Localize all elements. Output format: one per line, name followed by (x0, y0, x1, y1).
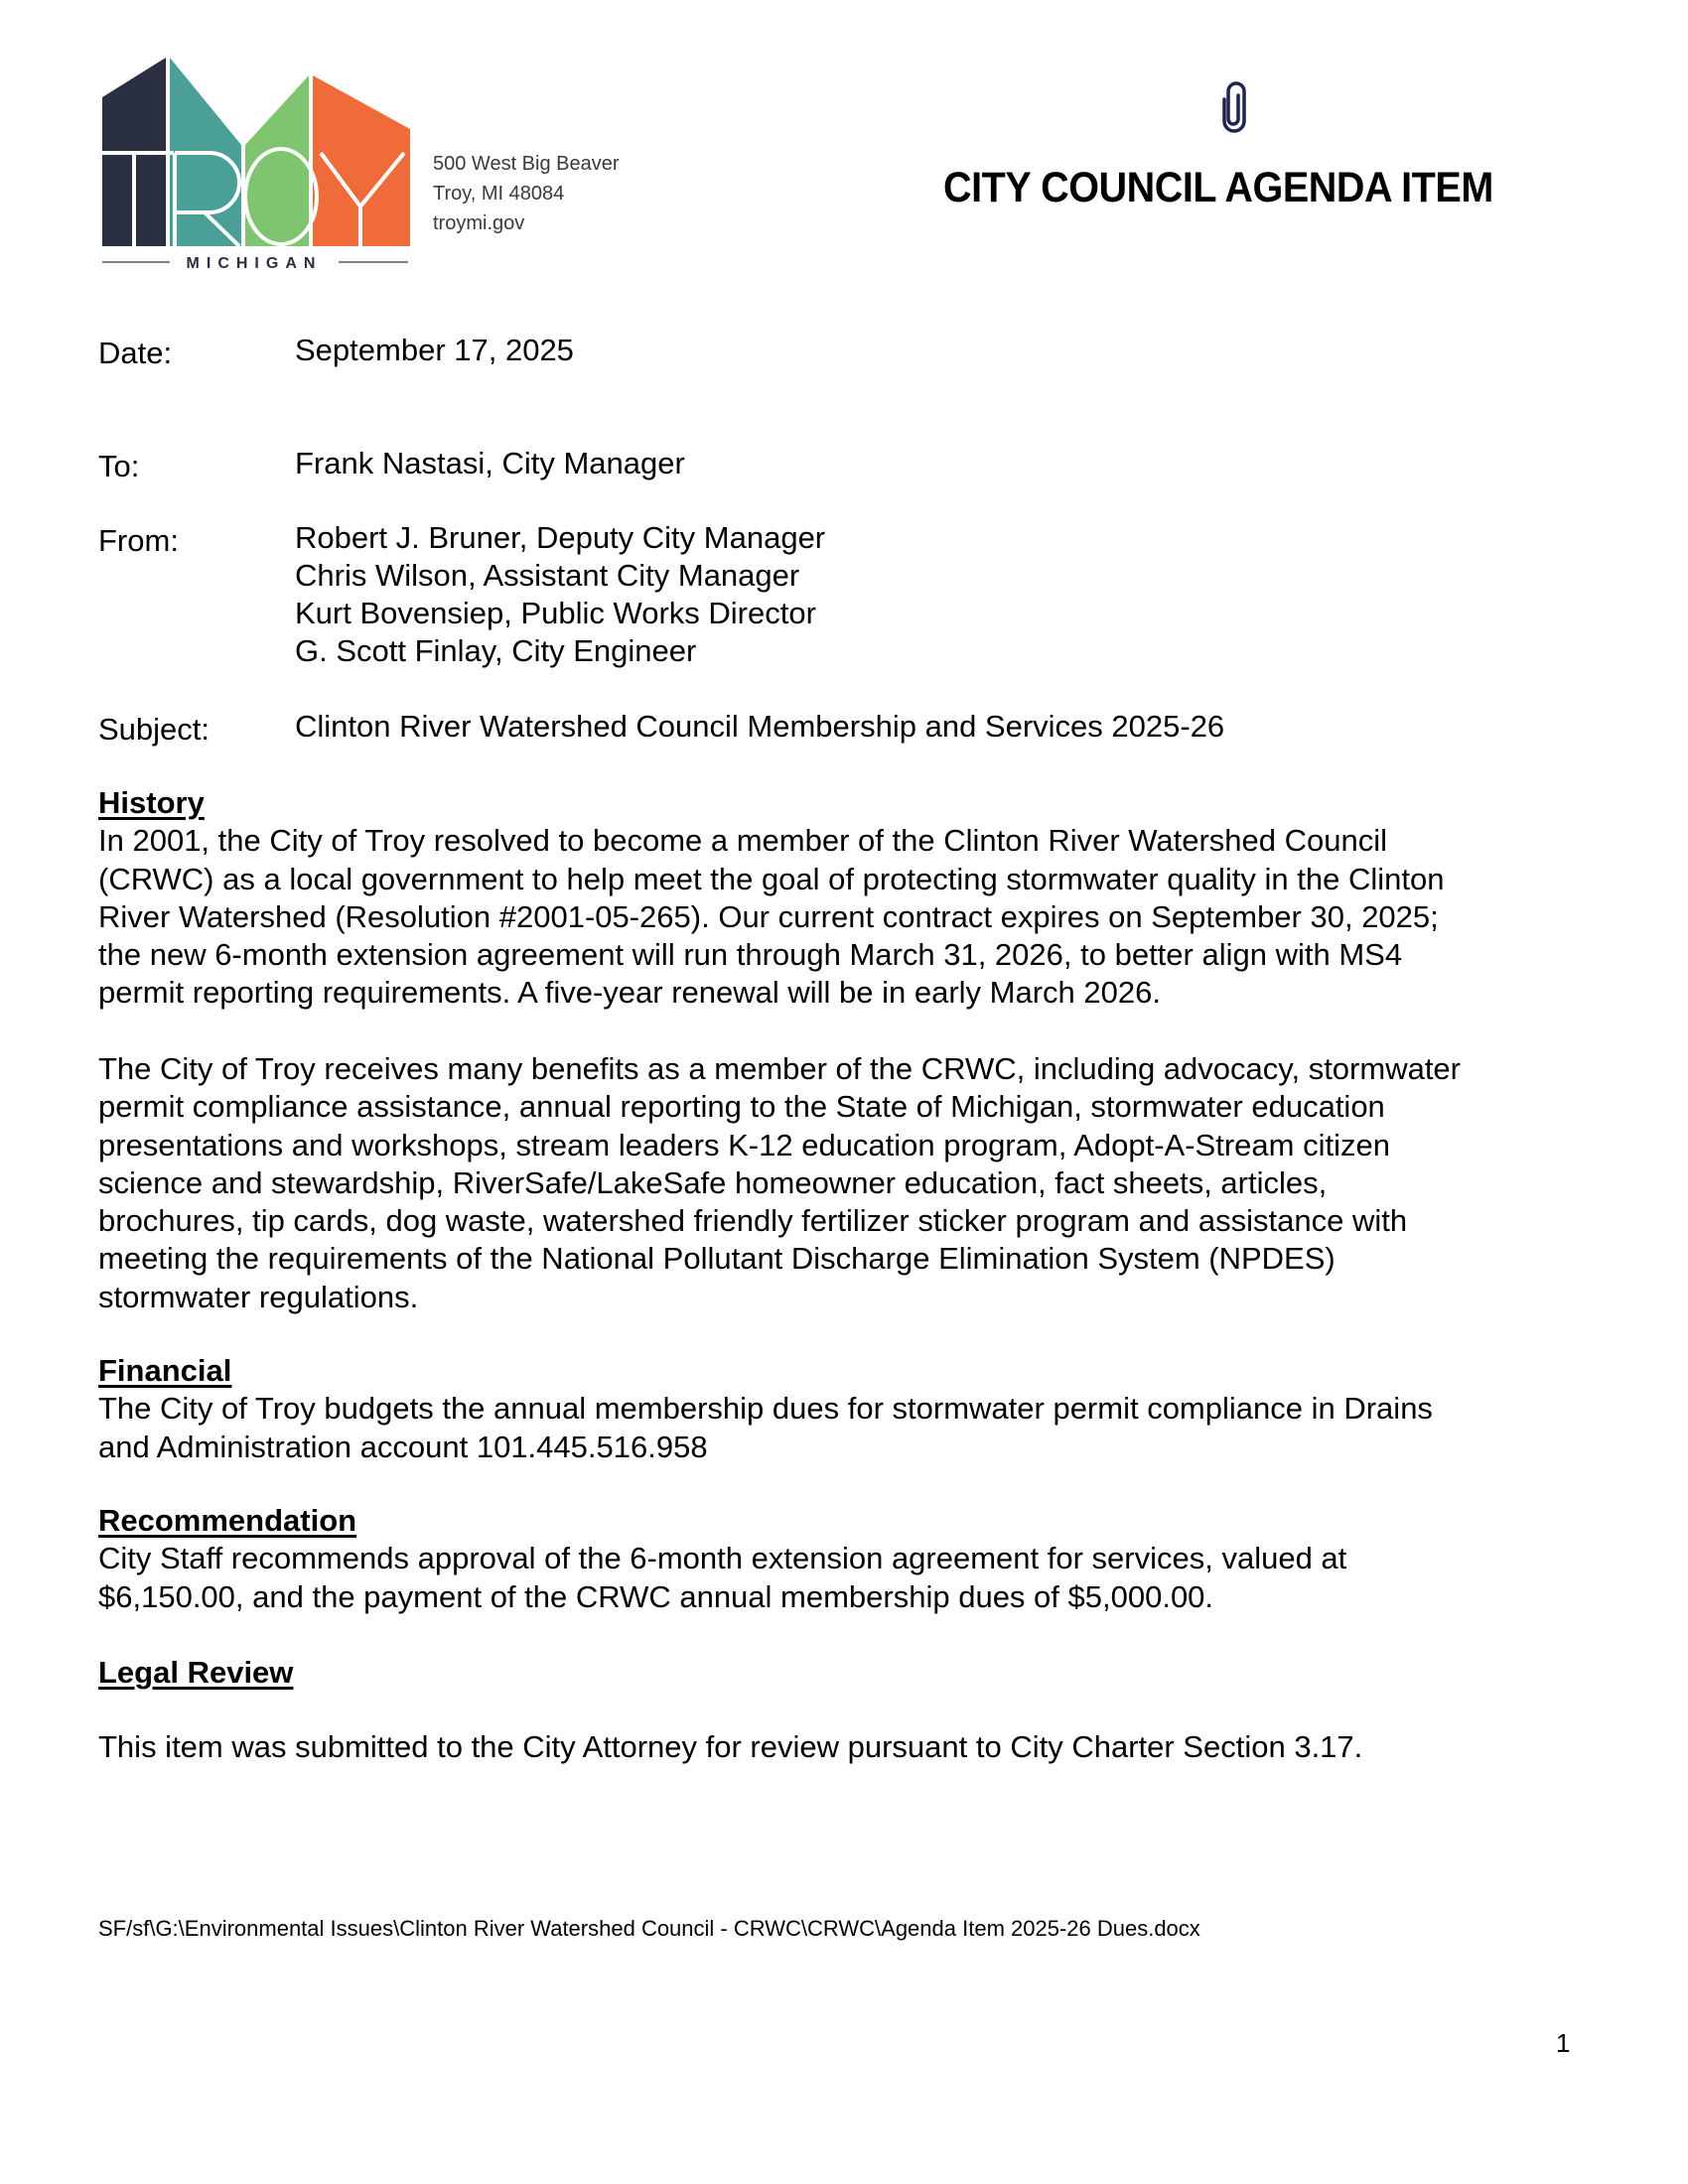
text-line: The City of Troy budgets the annual membership dues for stormwater permit compliance in Drains (98, 1391, 1433, 1427)
text-line: City Staff recommends approval of the 6-month extension agreement for services, valued at (98, 1541, 1347, 1576)
troy-michigan-logo (100, 58, 410, 271)
text-line: permit compliance assistance, annual reporting to the State of Michigan, stormwater education (98, 1089, 1385, 1125)
from-person: G. Scott Finlay, City Engineer (295, 633, 697, 668)
text-line: the new 6-month extension agreement will run through March 31, 2026, to better align with MS4 (98, 937, 1403, 973)
text-line: River Watershed (Resolution #2001-05-265). Our current contract expires on September 30, 2025; (98, 898, 1439, 934)
from-person: Kurt Bovensiep, Public Works Director (295, 596, 816, 630)
text-line: science and stewardship, RiverSafe/LakeSafe homeowner education, fact sheets, articles, (98, 1164, 1328, 1200)
financial-section (98, 1352, 1588, 1466)
text-line: meeting the requirements of the National Pollutant Discharge Elimination System (NPDES) (98, 1241, 1336, 1277)
address-street: 500 West Big Beaver (433, 153, 620, 175)
text-line: and Administration account 101.445.516.958 (98, 1429, 708, 1464)
legal-review-text (98, 1728, 1588, 1766)
date-label: Date: (98, 336, 173, 370)
text-line: The City of Troy receives many benefits as a member of the CRWC, including advocacy, stormwater (98, 1051, 1461, 1086)
legal-review-heading: Legal Review (98, 1655, 294, 1690)
date-value: September 17, 2025 (295, 333, 574, 367)
to-label: To: (98, 449, 140, 483)
page-number: 1 (1556, 2028, 1571, 2058)
recommendation-heading: Recommendation (98, 1503, 357, 1538)
history-paragraph-2 (98, 1050, 1588, 1316)
recommendation-section (98, 1502, 1588, 1616)
logo-tagline: MICHIGAN (186, 255, 323, 271)
file-path: SF/sf\G:\Environmental Issues\Clinton River Watershed Council - CRWC\CRWC\Agenda Item 2025-26 Dues.docx (98, 1916, 1200, 1941)
paperclip-icon[interactable] (1220, 81, 1248, 133)
from-label: From: (98, 523, 179, 558)
from-person: Chris Wilson, Assistant City Manager (295, 558, 800, 593)
financial-heading: Financial (98, 1353, 232, 1388)
legal-review-section (98, 1654, 1588, 1692)
history-paragraph-1 (98, 822, 1588, 1012)
text-line: brochures, tip cards, dog waste, watershed friendly fertilizer sticker program and assistance with (98, 1203, 1408, 1239)
history-section (98, 784, 1588, 1013)
text-line: (CRWC) as a local government to help meet the goal of protecting stormwater quality in the Clinton (98, 861, 1445, 896)
text-line: stormwater regulations. (98, 1279, 419, 1314)
city-address (433, 149, 620, 238)
subject-value: Clinton River Watershed Council Membership and Services 2025-26 (295, 709, 1225, 744)
text-line: permit reporting requirements. A five-year renewal will be in early March 2026. (98, 975, 1161, 1011)
subject-label: Subject: (98, 712, 211, 747)
from-person: Robert J. Bruner, Deputy City Manager (295, 520, 826, 555)
history-heading: History (98, 785, 205, 820)
text-line: $6,150.00, and the payment of the CRWC annual membership dues of $5,000.00. (98, 1578, 1214, 1614)
text-line: In 2001, the City of Troy resolved to become a member of the Clinton River Watershed Council (98, 823, 1388, 859)
page-title: CITY COUNCIL AGENDA ITEM (943, 164, 1493, 211)
address-city: Troy, MI 48084 (433, 183, 565, 205)
text-line: presentations and workshops, stream leaders K-12 education program, Adopt-A-Stream citizen (98, 1127, 1390, 1162)
to-value: Frank Nastasi, City Manager (295, 446, 685, 480)
from-list (295, 519, 825, 670)
address-website[interactable]: troymi.gov (433, 212, 525, 234)
text-line: This item was submitted to the City Attorney for review pursuant to City Charter Section 3.17. (98, 1729, 1363, 1764)
